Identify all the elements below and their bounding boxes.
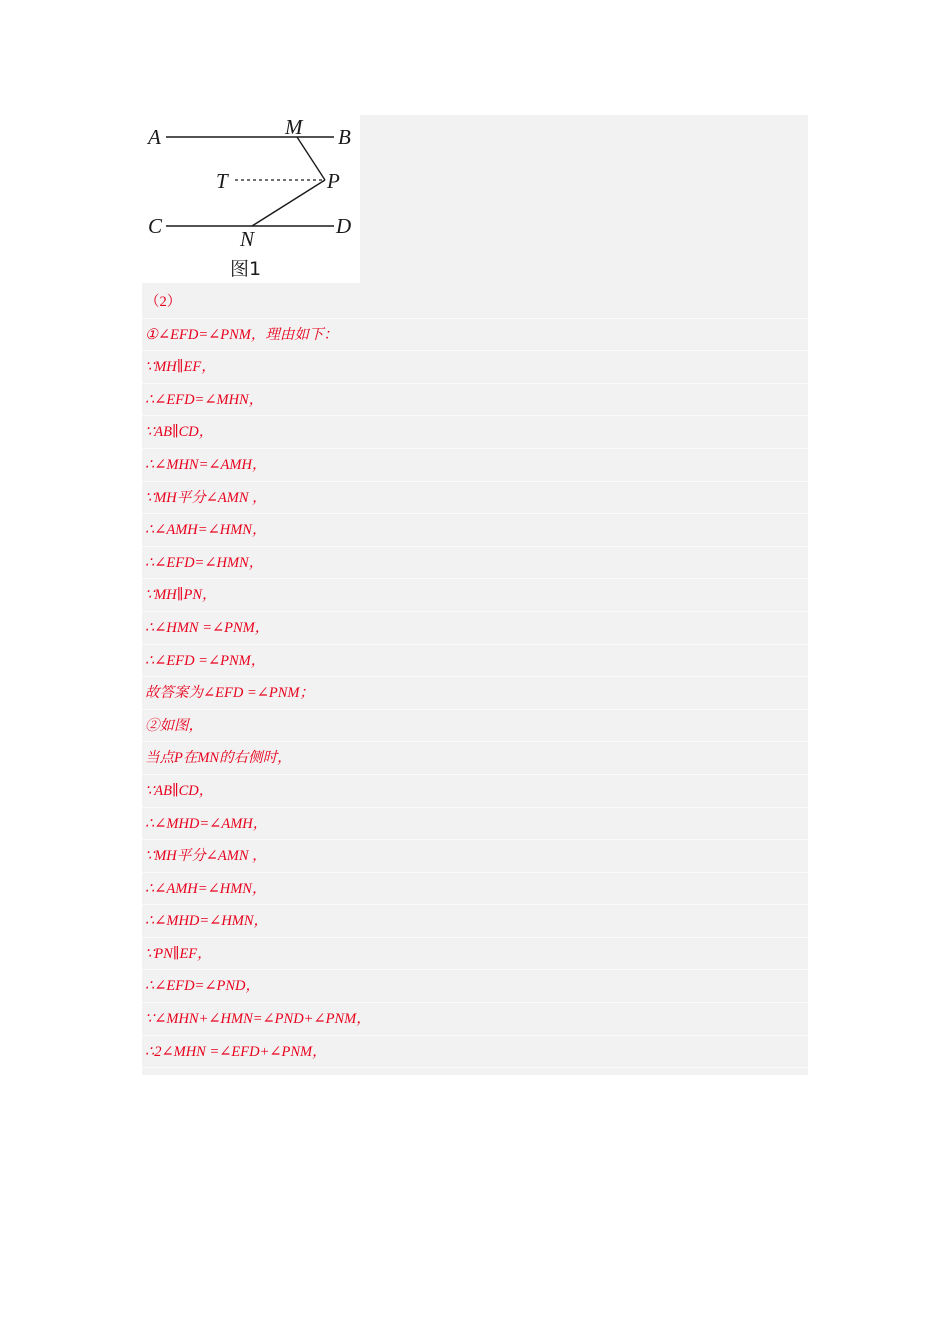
solution-line: 当点P在MN的右侧时，: [142, 742, 808, 775]
solution-line: ①∠EFD=∠PNM，理由如下：: [142, 319, 808, 352]
label-t: T: [216, 169, 228, 193]
solution-line: ∴∠AMH=∠HMN，: [142, 514, 808, 547]
solution-line: ∴∠EFD=∠HMN，: [142, 547, 808, 580]
segment-pn: [252, 180, 325, 226]
solution-line: ∴∠MHD=∠HMN，: [142, 905, 808, 938]
label-c: C: [148, 214, 163, 238]
solution-lines: [142, 286, 808, 1068]
solution-line: ∴∠EFD=∠MHN，: [142, 384, 808, 417]
label-a: A: [148, 125, 161, 149]
label-d: D: [336, 214, 352, 238]
solution-line-part-2: （2）: [142, 286, 808, 319]
solution-line: ∵AB∥CD，: [142, 416, 808, 449]
solution-line: ∴∠AMH=∠HMN，: [142, 873, 808, 906]
solution-line: ∵MH平分∠AMN ，: [142, 840, 808, 873]
solution-line: ∵∠MHN+∠HMN=∠PND+∠PNM，: [142, 1003, 808, 1036]
figure-svg: [142, 115, 360, 283]
solution-line: ∴2∠MHN =∠EFD+∠PNM，: [142, 1036, 808, 1069]
solution-line: ∵MH∥PN，: [142, 579, 808, 612]
solution-line: ∴∠MHD=∠AMH，: [142, 808, 808, 841]
solution-line: ∵PN∥EF，: [142, 938, 808, 971]
label-m: M: [285, 115, 303, 139]
figure-caption: 图1: [230, 258, 262, 280]
solution-line: ∵MH平分∠AMN ，: [142, 482, 808, 515]
solution-line: ∴∠MHN=∠AMH，: [142, 449, 808, 482]
solution-panel: [142, 115, 808, 1075]
segment-mp: [297, 137, 325, 180]
solution-line: ∴∠HMN =∠PNM，: [142, 612, 808, 645]
solution-line: ∴∠EFD=∠PND，: [142, 970, 808, 1003]
solution-line: ②如图，: [142, 710, 808, 743]
geometry-figure: [142, 115, 360, 283]
label-n: N: [240, 227, 255, 251]
label-b: B: [338, 125, 351, 149]
solution-line: 故答案为∠EFD =∠PNM；: [142, 677, 808, 710]
label-p: P: [327, 169, 340, 193]
solution-line: ∵MH∥EF，: [142, 351, 808, 384]
solution-line: ∴∠EFD =∠PNM，: [142, 645, 808, 678]
solution-line: ∵AB∥CD，: [142, 775, 808, 808]
